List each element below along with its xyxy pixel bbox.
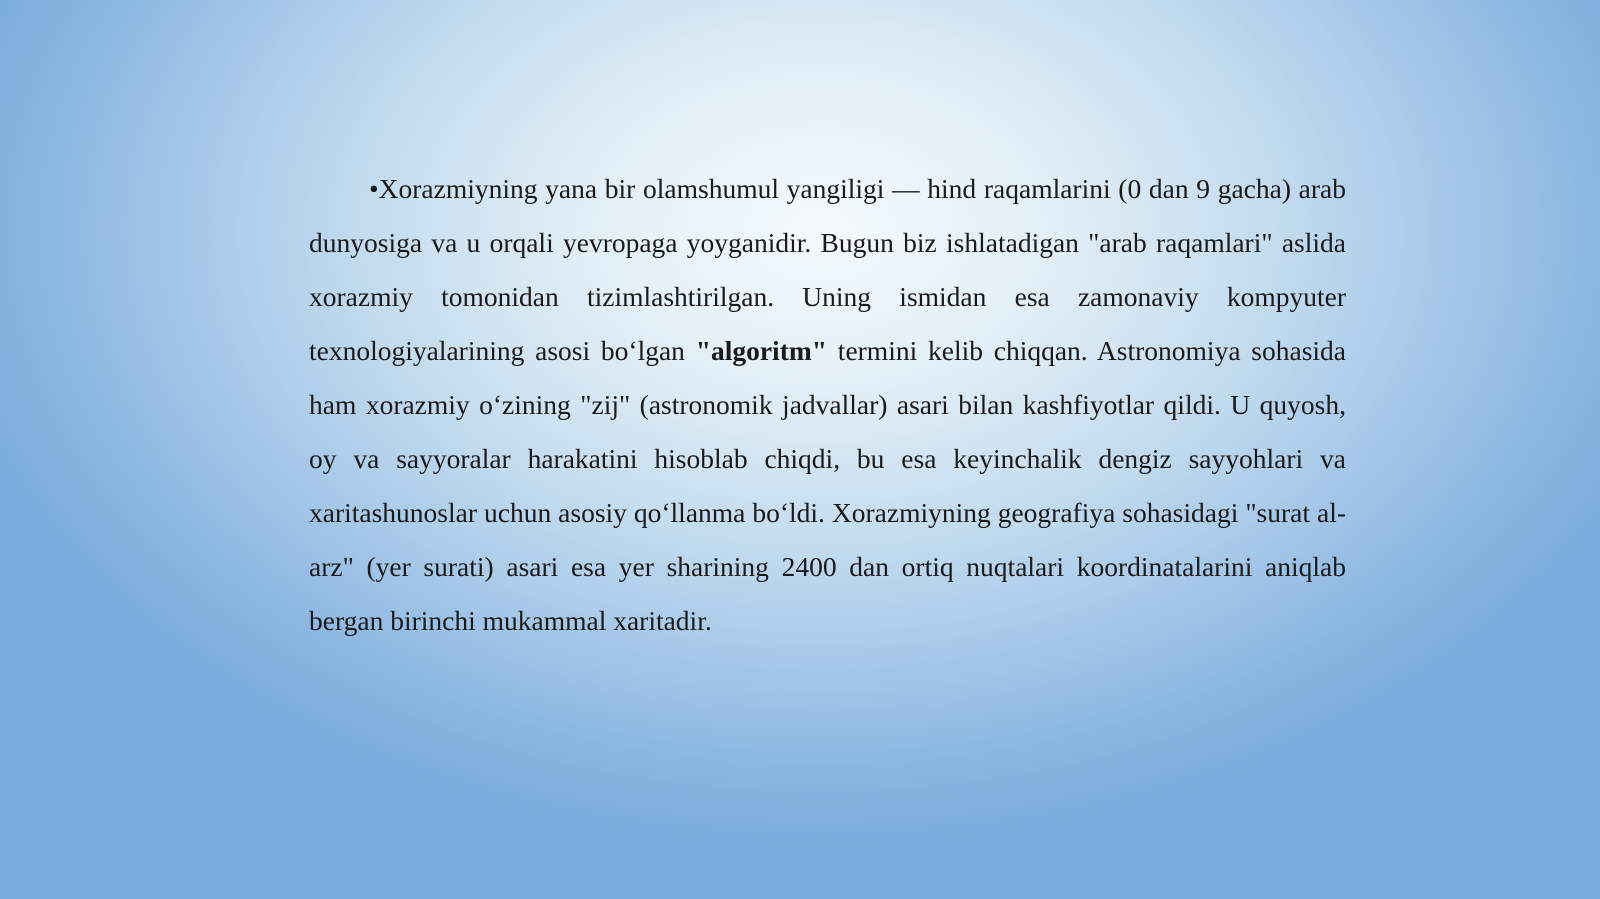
body-paragraph — [309, 162, 1346, 648]
paragraph-text-end: termini kelib chiqqan. Astronomiya sohasida ham xorazmiy o‘zining "zij" (astronomik jadvallar) asari bilan kashfiyotlar qildi. U quyosh, oy va sayyoralar harakatini hisoblab chiqdi, bu esa keyinchalik dengiz sayyohlari va xaritashunoslar uchun asosiy qo‘llanma bo‘ldi. Xorazmiyning geografiya sohasidagi "surat al-arz" (yer surati) asari esa yer sharining 2400 dan ortiq nuqtalari koordinatalarini aniqlab bergan birinchi mukammal xaritadir. — [309, 335, 1347, 636]
bullet-marker: • — [369, 173, 379, 204]
bold-term-algoritm: "algoritm" — [695, 335, 828, 366]
paragraph-text-start: Xorazmiyning yana bir olamshumul yangiligi — hind raqamlarini (0 dan 9 gacha) arab dunyosiga va u orqali yevropaga yoyganidir. Bugun biz ishlatadigan "arab raqamlari" aslida xorazmiy tomonidan tizimlashtirilgan. Uning ismidan esa zamonaviy kompyuter texnologiyalarining asosi bo‘lgan — [309, 173, 1346, 366]
